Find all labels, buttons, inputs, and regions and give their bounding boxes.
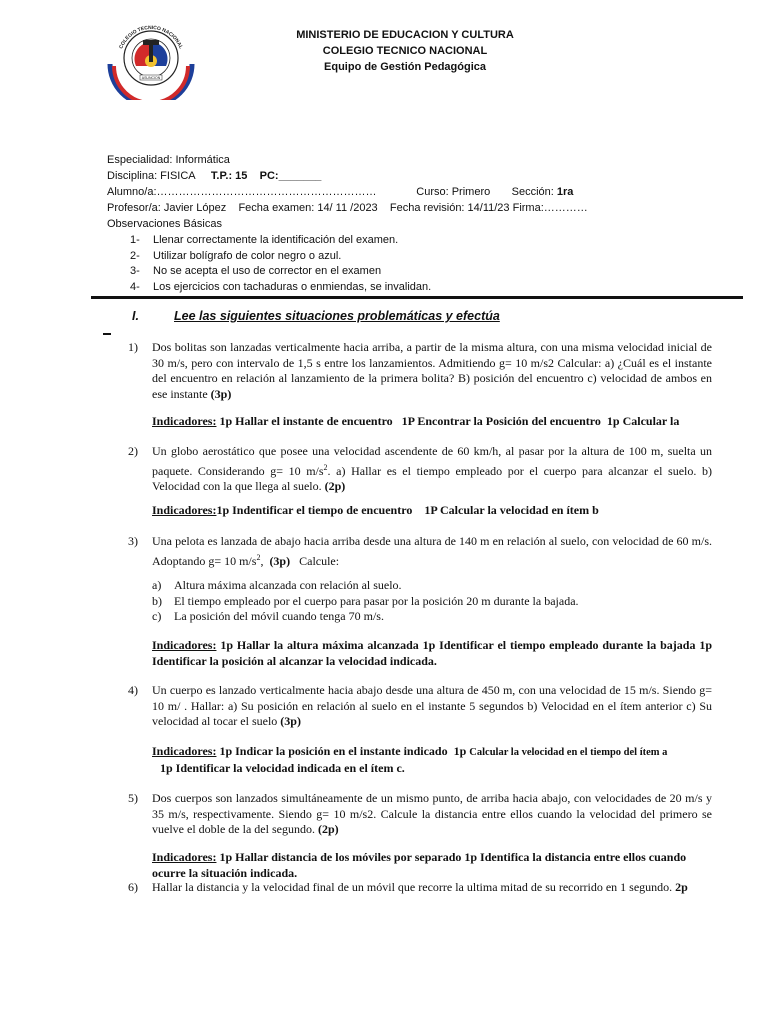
exam-info [107,152,727,294]
indicators-label: Indicadores: [152,503,217,517]
divider [91,296,743,299]
subitem-letter: b) [152,593,162,608]
question-points: (3p) [210,386,232,401]
indicators-text: 1p Hallar la altura máxima alcanzada 1p Identificar el tiempo empleado durante la bajada 1p Identificar la posición al alcanzar la velocidad indicada. [152,638,712,668]
question-text: Una pelota es lanzada de abajo hacia arriba desde una altura de 140 m en relación al suelo, con velocidad de 60 m/s. Adoptando g= 10 m/s [152,534,712,568]
question-number: 1) [128,340,138,354]
question-3-subitems [152,578,712,625]
question-text-cont: , [260,553,264,568]
question-1 [128,340,712,402]
indicators-1 [152,414,712,430]
list-item [130,232,727,248]
institution-header [260,27,550,75]
section-number: I. [132,309,139,323]
question-text-end: Calcule: [299,553,340,568]
dash-mark [103,333,111,335]
question-text-cont: . a) Hallar es el tiempo empleado por el cuerpo para alcanzar el suelo. b) Velocidad con la que llega al suelo. [152,463,712,493]
logo-subtext: ASUNCION [141,76,161,80]
question-points: (3p) [269,553,291,568]
ministry-title: MINISTERIO DE EDUCACION Y CULTURA [296,29,514,41]
alumno-line [107,184,727,200]
indicators-line-2: 1p Identificar la velocidad indicada en el ítem c. [160,760,405,775]
item-number: 4- [130,280,140,293]
indicators-label: Indicadores: [152,850,217,864]
subitem-text: Altura máxima alcanzada con relación al suelo. [174,578,402,592]
indicators-4 [152,744,712,776]
question-text: Un cuerpo es lanzado verticalmente hacia abajo desde una altura de 450 m, con una velocidad de 15 m/s. Siendo g= 10 m/ . Hallar: a) Su posición en relación al suelo en el instante 5 segundos b) Velocidad en el ítem anterior c) Su velocidad al tocar el suelo [152,683,712,728]
question-number: 6) [128,880,138,894]
school-title: COLEGIO TECNICO NACIONAL [322,45,488,57]
indicators-3 [152,638,712,669]
question-number: 5) [128,791,138,805]
list-item [130,263,727,279]
item-number: 3- [130,265,140,277]
seccion-value: 1ra [556,186,574,198]
section-title [132,309,500,323]
question-2 [128,444,712,495]
indicators-text: 1p Indentificar el tiempo de encuentro 1P Calcular la velocidad en ítem b [216,503,599,517]
question-4 [128,683,712,730]
question-text: Un globo aerostático que posee una velocidad ascendente de 60 km/h, al pasar por la altura de 100 m, suelta un paquete. Considerando g= 10 m/s [152,444,712,478]
subitem-letter: a) [152,578,162,592]
question-text: Dos cuerpos son lanzados simultáneamente de un mismo punto, de arriba hacia abajo, con velocidades de 20 m/s y 35 m/s, respectivamente. Siendo g= 10 m/s2. Calcule la distancia entre ellos cuando la velocidad del primero se vuelve el doble de la del segundo. [152,791,712,836]
superscript: 2 [323,462,328,472]
question-points: (2p) [317,822,339,836]
item-text: No se acepta el uso de corrector en el examen [153,265,382,277]
school-logo [106,14,196,100]
disciplina-line [107,168,727,184]
observaciones-title: Observaciones Básicas [107,218,222,230]
item-number: 1- [130,234,140,246]
subitem-text: El tiempo empleado por el cuerpo para pasar por la posición 20 m durante la bajada. [174,593,579,608]
indicators-text: 1p Indicar la posición en el instante indicado 1p [216,744,470,758]
list-item [152,609,712,625]
observaciones-list [130,232,727,294]
indicators-label: Indicadores: [152,744,217,758]
section-heading: Lee las siguientes situaciones problemáticas y efectúa [174,309,500,323]
list-item [152,578,712,594]
question-points: (3p) [280,714,301,728]
logo-arc-text: COLEGIO TECNICO NACIONAL [118,24,184,50]
curso: Curso: Primero [416,186,491,198]
subitem-text: La posición del móvil cuando tenga 70 m/s. [174,609,384,623]
indicators-text: 1p Hallar el instante de encuentro 1P Encontrar la Posición del encuentro 1p Calcular la [216,414,680,428]
especialidad-line: Especialidad: Informática [107,154,230,166]
indicators-label: Indicadores: [152,414,217,428]
question-points: (2p) [324,479,346,493]
question-number: 2) [128,444,138,458]
list-item [130,279,727,295]
indicators-text-small: Calcular la velocidad en el tiempo del ítem a [469,747,668,758]
question-5 [128,791,712,838]
disciplina: Disciplina: FISICA [107,170,196,182]
indicators-text: 1p Hallar distancia de los móviles por separado 1p Identifica la distancia entre ellos cuando ocurre la situación indicada. [152,850,687,880]
question-text: Dos bolitas son lanzadas verticalmente hacia arriba, a partir de la misma altura, con una misma velocidad inicial de 30 m/s, pero con intervalo de 1,5 s entre los lanzamientos. Admitiendo g= 10 m/s2 Calcular: a) ¿Cuál es el instante del encuentro en relación al lanzamiento de la primera bolita? B) posición del encuentro c) velocidad de ambos en ese instante [152,340,712,401]
superscript: 2 [256,552,261,562]
item-text: Los ejercicios con tachaduras o enmiendas, se invalidan. [153,280,432,293]
pc-field: PC:_______ [259,170,322,182]
seccion-label: Sección: [511,186,554,198]
alumno-field: Alumno/a:…………………………………………………… [107,186,377,198]
question-number: 3) [128,534,138,548]
team-title: Equipo de Gestión Pedagógica [324,61,486,73]
subitem-letter: c) [152,609,162,623]
indicators-2 [152,503,712,519]
profesor-line: Profesor/a: Javier López Fecha examen: 14/ 11 /2023 Fecha revisión: 14/11/23 Firma:………… [107,202,588,214]
question-text: Hallar la distancia y la velocidad final de un móvil que recorre la ultima mitad de su recorrido en 1 segundo. [152,880,673,894]
list-item [130,248,727,264]
question-6 [128,880,712,896]
question-3 [128,534,712,569]
question-number: 4) [128,683,138,697]
item-number: 2- [130,249,140,262]
question-points: 2p [675,880,688,894]
indicators-5 [152,850,712,881]
item-text: Llenar correctamente la identificación del examen. [153,234,399,246]
list-item [152,594,712,610]
indicators-label: Indicadores: [152,638,217,652]
tp-number: T.P.: 15 [210,170,248,182]
item-text: Utilizar bolígrafo de color negro o azul. [153,249,342,262]
